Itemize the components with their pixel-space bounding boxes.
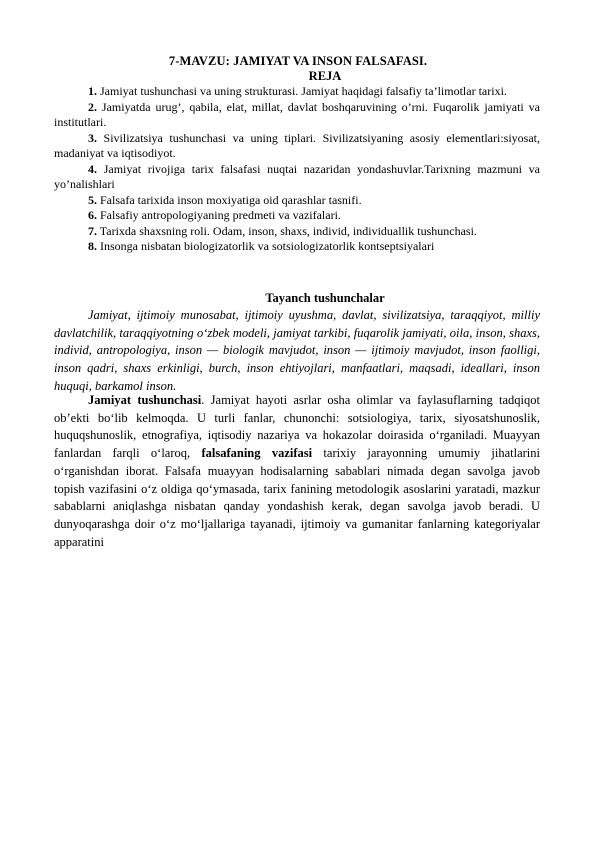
body-text-part: tarixiy jarayonning umumiy jihatlarini o‘rganishdan iborat. Falsafa muayyan hodisalarning sabablari nimada degan savolga javob topish vazifasini o‘z oldiga qo‘ymasada, tarix fanining metodologik asoslarini yaratadi, mazkur sabablarni aniqlashga nisbatan qanday yondashish kerak, degan savolga javob beradi. U dunyoqarashga doir o‘z mo‘ljallariga tayanadi, ijtimoiy va gumanitar fanlarning kategoriyalar apparatini — [54, 446, 541, 549]
plan-item-number: 2. — [88, 99, 97, 114]
plan-item-text: Insonga nisbatan biologizatorlik va sotsiologizatorlik kontseptsiyalari — [97, 239, 435, 253]
plan-item-text: Jamiyat tushunchasi va uning strukturasi. Jamiyat haqidagi falsafiy ta’limotlar tarixi. — [97, 84, 507, 98]
plan-item — [54, 239, 540, 255]
plan-item — [54, 193, 540, 209]
lead-term: Jamiyat tushunchasi — [88, 393, 202, 407]
key-concepts-heading: Tayanch tushunchalar — [265, 291, 385, 305]
plan-item-number: 8. — [88, 239, 97, 253]
plan-item — [54, 84, 540, 100]
plan-item — [54, 208, 540, 224]
emphasized-term: falsafaning vazifasi — [201, 446, 313, 461]
body-paragraph — [54, 392, 540, 551]
plan-item-text: Jamiyat rivojiga tarix falsafasi nuqtai nazaridan yondashuvlar.Tarixning mazmuni va yo’nalishlari — [54, 161, 540, 191]
plan-item-number: 1. — [88, 84, 97, 98]
page-title: 7-MAVZU: JAMIYAT VA INSON FALSAFASI. — [168, 54, 428, 68]
body-text-part: . Jamiyat hayoti asrlar osha olimlar va faylasuflarning tadqiqot ob’ekti bo‘lib kelmoqda. U turli fanlar, chunonchi: sotsiologiya, tarix, siyosatshunoslik, huquqshunoslik, etnografiya, iqtisodiy nazariya va hokazolar doirasida o‘rganiladi. Muayyan fanlardan farqli o‘laroq, — [54, 393, 540, 461]
plan-item-number: 3. — [88, 130, 97, 145]
plan-item — [54, 162, 540, 193]
plan-item-number: 4. — [88, 161, 97, 176]
plan-item-text: Tarixda shaxsning roli. Odam, inson, shaxs, individ, individuallik tushunchasi. — [97, 223, 477, 238]
plan-item-number: 6. — [88, 208, 97, 222]
plan-heading: REJA — [308, 69, 342, 83]
plan-item — [54, 131, 540, 162]
plan-item-text: Jamiyatda urug’, qabila, elat, millat, davlat boshqaruvining o’rni. Fuqarolik jamiyati va institutlari. — [54, 99, 540, 129]
plan-item-text: Falsafiy antropologiyaning predmeti va vazifalari. — [97, 208, 341, 222]
plan-item — [54, 224, 540, 240]
plan-item — [54, 100, 540, 131]
key-concepts-paragraph: Jamiyat, ijtimoiy munosabat, ijtimoiy uyushma, davlat, sivilizatsiya, taraqqiyot, milliy davlatchilik, taraqqiyotning o‘zbek modeli, jamiyat tarkibi, fuqarolik jamiyati, oila, inson, shaxs, individ, antropologiya, inson — biologik mavjudot, inson — ijtimoiy mavjudot, inson faolligi, inson qadri, shaxs erkinligi, burch, inson ehtiyojlari, manfaatlari, maqsadi, ideallari, inson huquqi, barkamol inson. — [54, 308, 540, 393]
plan-item-number: 5. — [88, 192, 97, 207]
plan-item-text: Sivilizatsiya tushunchasi va uning tiplari. Sivilizatsiyaning asosiy elementlari:siyosat, madaniyat va iqtisodiyot. — [54, 130, 540, 160]
plan-list — [54, 84, 540, 255]
plan-item-text: Falsafa tarixida inson moxiyatiga oid qarashlar tasnifi. — [97, 192, 362, 207]
plan-item-number: 7. — [88, 223, 97, 238]
